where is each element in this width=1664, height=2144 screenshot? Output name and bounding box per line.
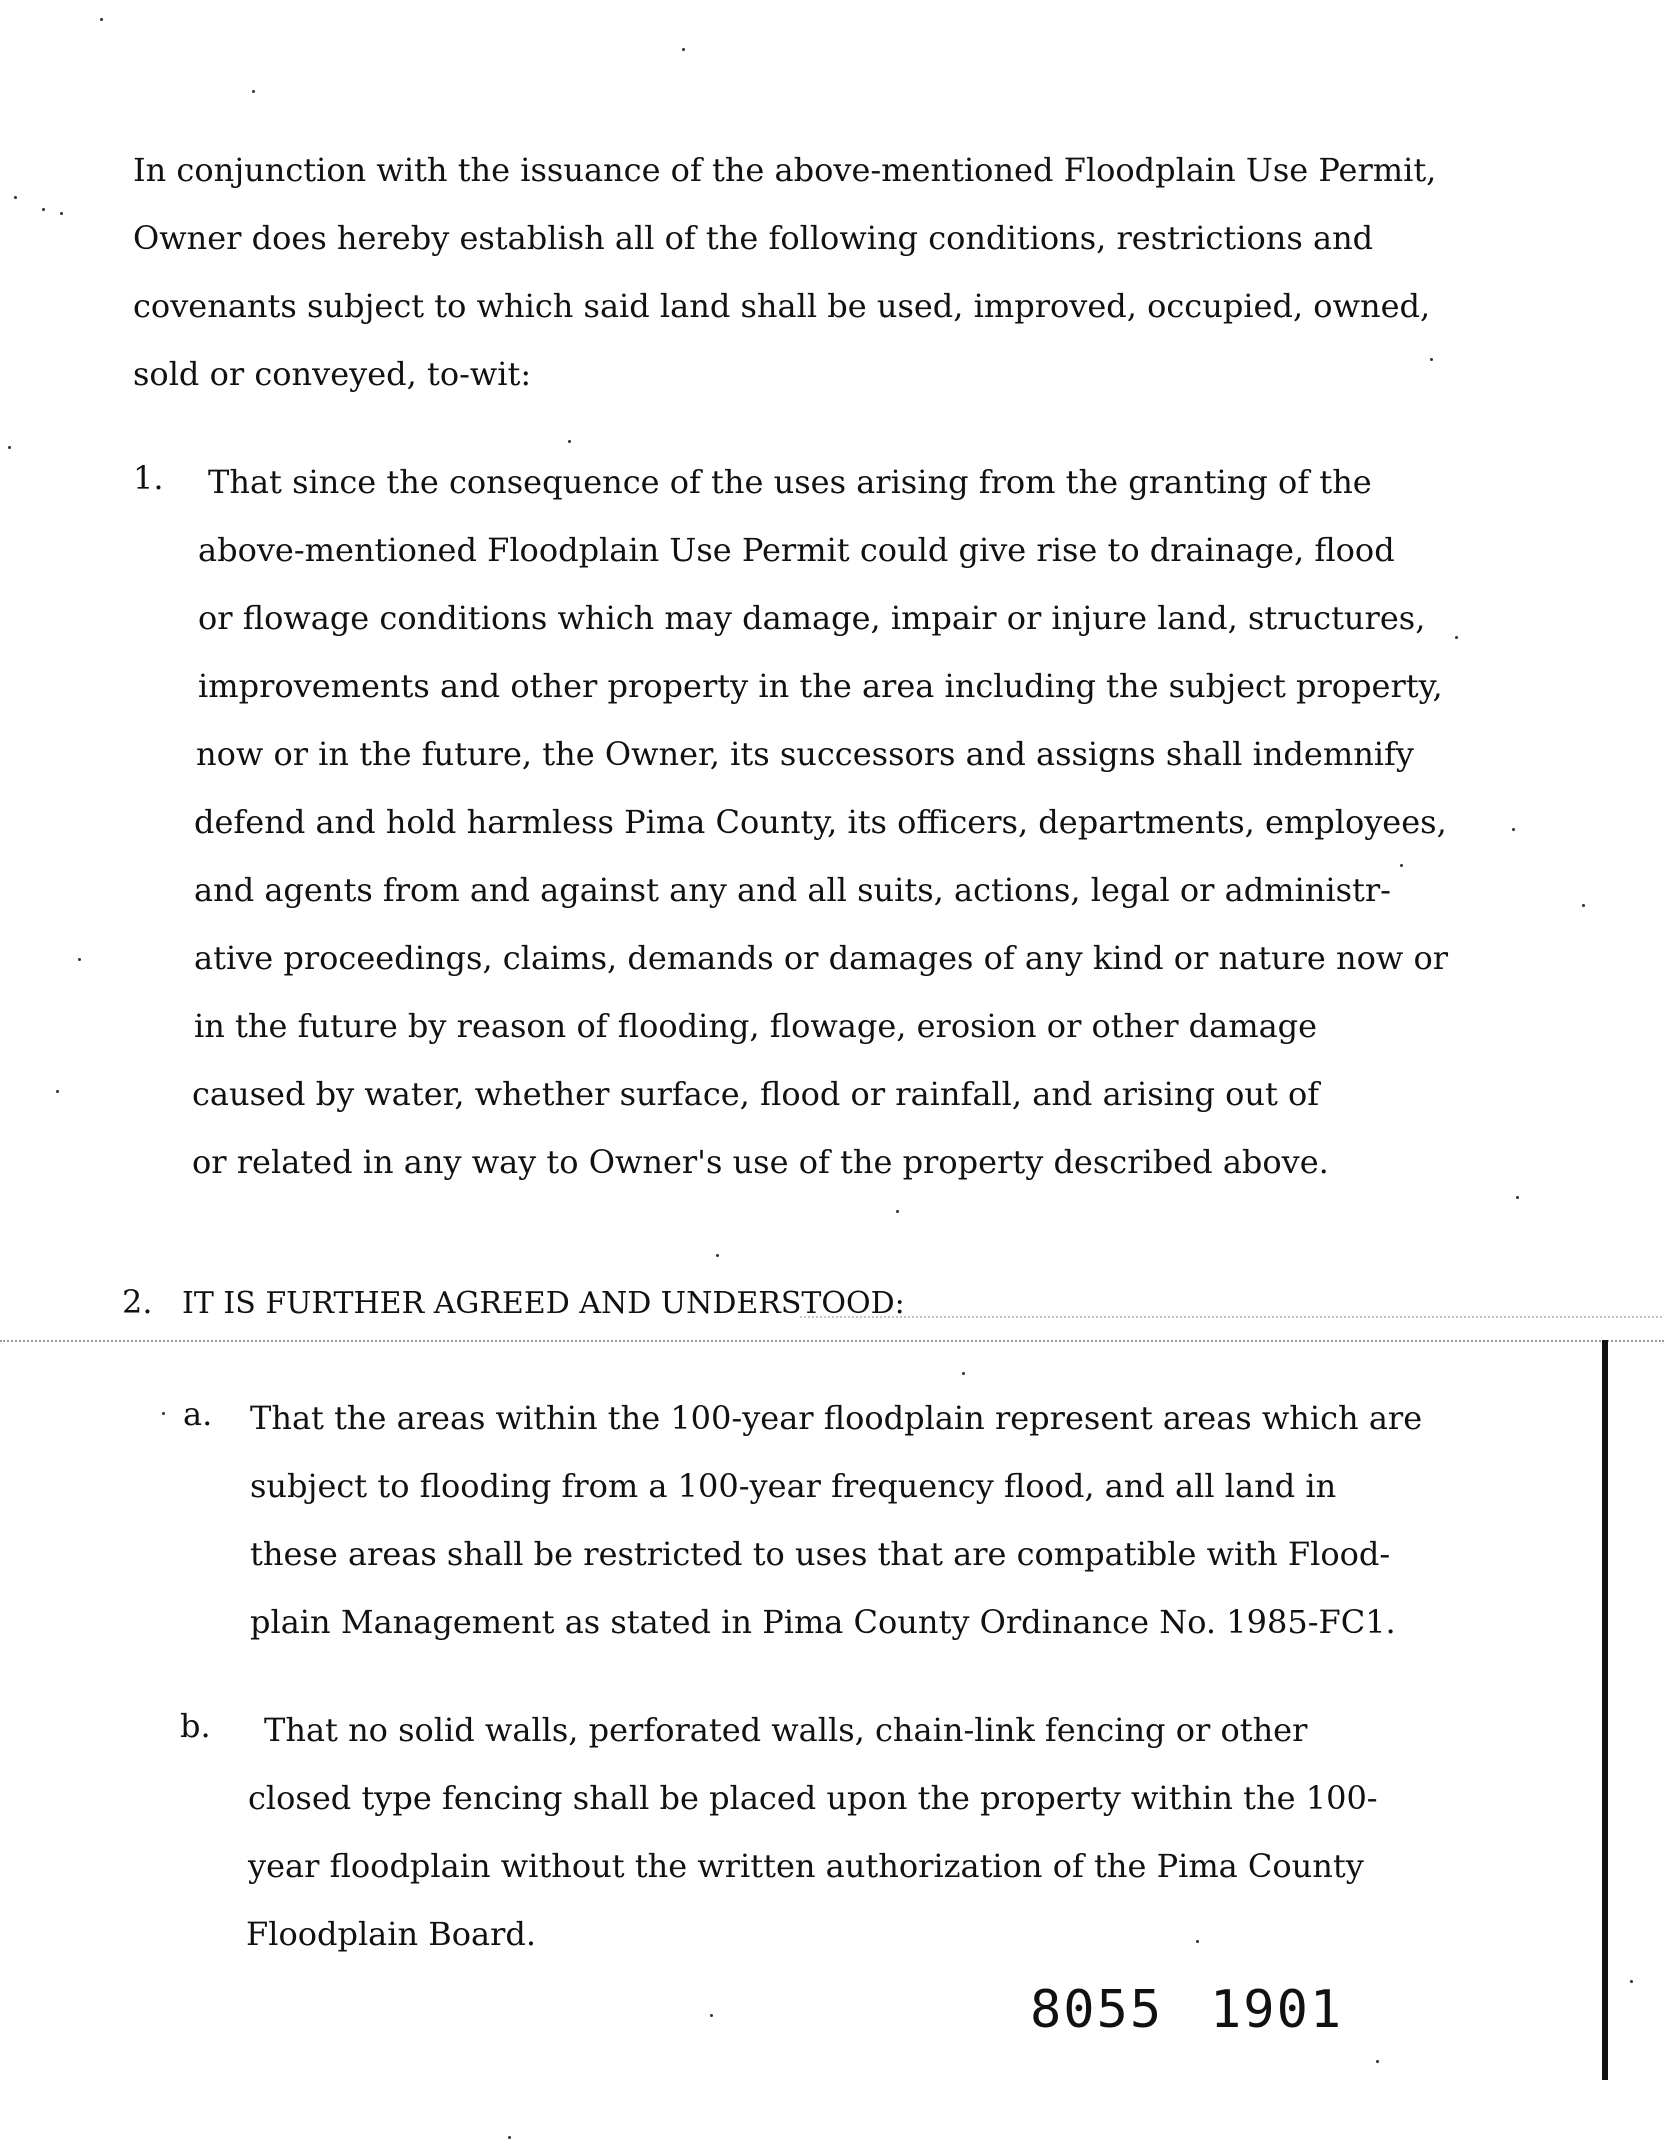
scan-speck [14, 196, 17, 199]
scan-speck [1516, 1196, 1519, 1199]
scan-speck [1455, 636, 1458, 639]
scan-speck [1582, 904, 1585, 907]
sub-item-a-line: subject to flooding from a 100-year frequency flood, and all land in [250, 1467, 1337, 1505]
scan-speck [1512, 828, 1515, 831]
scan-speck [1196, 1940, 1199, 1943]
sub-item-a-line: That the areas within the 100-year floodplain represent areas which are [250, 1399, 1423, 1437]
scan-speck [42, 208, 45, 211]
item-1-line: now or in the future, the Owner, its successors and assigns shall indemnify [196, 735, 1414, 773]
scan-speck [716, 1254, 719, 1257]
item-1-line: That since the consequence of the uses arising from the granting of the [208, 463, 1372, 501]
page-number: 1901 [1210, 1980, 1344, 2040]
scan-speck [508, 2136, 511, 2139]
scan-speck [962, 1372, 965, 1375]
scan-speck [1400, 864, 1403, 867]
sub-item-b-line: Floodplain Board. [246, 1915, 537, 1953]
scan-artifact-line [0, 1340, 1664, 1342]
sub-item-a-line: plain Management as stated in Pima County Ordinance No. 1985-FC1. [250, 1603, 1396, 1641]
item-1-line: or related in any way to Owner's use of the property described above. [192, 1143, 1329, 1181]
scan-speck [60, 212, 63, 215]
item-1-line: caused by water, whether surface, flood or rainfall, and arising out of [192, 1075, 1320, 1113]
scan-speck [710, 2014, 713, 2017]
scan-edge-bar [1602, 1340, 1608, 2080]
intro-line: In conjunction with the issuance of the above-mentioned Floodplain Use Permit, [133, 151, 1437, 189]
sub-item-b-line: That no solid walls, perforated walls, chain-link fencing or other [264, 1711, 1308, 1749]
scan-speck [8, 446, 11, 449]
scan-speck [56, 1090, 59, 1093]
scan-speck [78, 958, 81, 961]
scan-speck [162, 1412, 165, 1415]
item-number: 2. [122, 1283, 153, 1321]
item-1-line: above-mentioned Floodplain Use Permit could give rise to drainage, flood [198, 531, 1395, 569]
item-1-line: in the future by reason of flooding, flowage, erosion or other damage [194, 1007, 1318, 1045]
sub-item-letter: b. [180, 1707, 211, 1745]
scan-speck [1630, 1980, 1633, 1983]
scan-speck [100, 18, 103, 21]
scan-speck [1430, 358, 1433, 361]
book-number: 8055 [1030, 1980, 1164, 2040]
intro-line: covenants subject to which said land shall be used, improved, occupied, owned, [133, 287, 1431, 325]
scan-artifact-line [800, 1316, 1664, 1318]
intro-line: sold or conveyed, to-wit: [133, 355, 532, 393]
sub-item-a-line: these areas shall be restricted to uses that are compatible with Flood- [250, 1535, 1391, 1573]
scan-speck [896, 1210, 899, 1213]
section-heading: IT IS FURTHER AGREED AND UNDERSTOOD: [182, 1286, 905, 1321]
scan-speck [252, 90, 255, 93]
sub-item-b-line: closed type fencing shall be placed upon the property within the 100- [248, 1779, 1378, 1817]
sub-item-letter: a. [183, 1395, 213, 1433]
sub-item-b-line: year floodplain without the written authorization of the Pima County [248, 1847, 1364, 1885]
intro-line: Owner does hereby establish all of the following conditions, restrictions and [133, 219, 1374, 257]
scan-speck [568, 440, 571, 443]
item-1-line: ative proceedings, claims, demands or damages of any kind or nature now or [194, 939, 1449, 977]
item-number: 1. [133, 459, 164, 497]
item-1-line: or flowage conditions which may damage, impair or injure land, structures, [198, 599, 1426, 637]
scan-speck [1376, 2060, 1379, 2063]
item-1-line: defend and hold harmless Pima County, its officers, departments, employees, [194, 803, 1447, 841]
item-1-line: and agents from and against any and all suits, actions, legal or administr- [194, 871, 1391, 909]
item-1-line: improvements and other property in the area including the subject property, [198, 667, 1443, 705]
scan-speck [682, 48, 685, 51]
